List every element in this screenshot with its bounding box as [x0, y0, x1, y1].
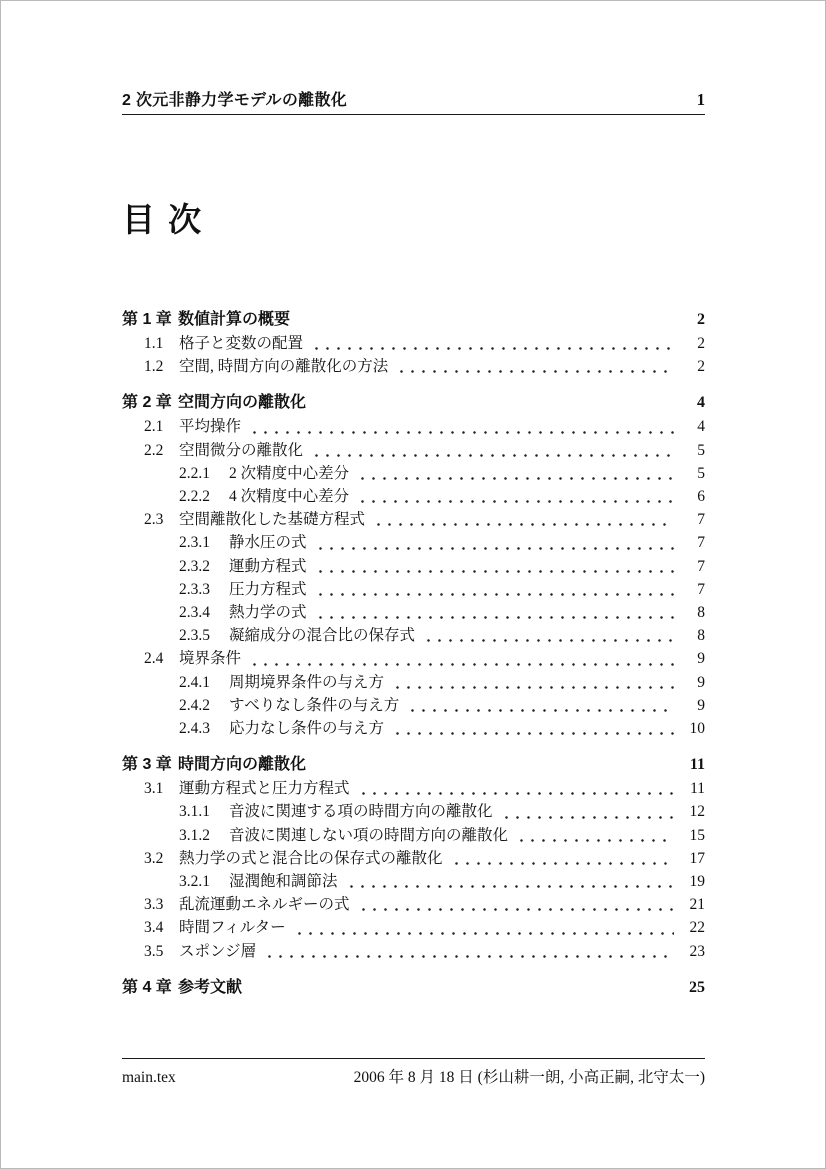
- toc-entry-page: 9: [697, 650, 705, 668]
- toc-entry-page: 2: [697, 358, 705, 376]
- toc-entry-title: 2 次精度中心差分: [229, 464, 350, 482]
- dot-leader: [396, 369, 674, 374]
- dot-leader: [264, 954, 674, 959]
- toc-entry-number: 3.4: [144, 919, 164, 937]
- toc-entry-title: 周期境界条件の与え方: [229, 673, 385, 691]
- toc-entry-row: [122, 777, 705, 800]
- toc-entry-title: 音波に関連する項の時間方向の離散化: [229, 803, 493, 821]
- toc-entry-page: 15: [689, 826, 705, 844]
- toc-chapter-label: 第 3 章: [122, 756, 172, 774]
- toc-entry-number: 2.3.2: [179, 557, 210, 575]
- toc-entry-row: [122, 439, 705, 462]
- toc-entry-title: 応力なし条件の与え方: [229, 720, 385, 738]
- toc-entry-page: 19: [689, 873, 705, 891]
- dot-leader: [501, 815, 674, 820]
- toc-entry-title: 熱力学の式と混合比の保存式の離散化: [179, 849, 443, 867]
- dot-leader: [315, 569, 674, 574]
- toc-chapter-row: [122, 976, 705, 1000]
- running-header: [122, 87, 705, 115]
- toc-entry-row: [122, 578, 705, 601]
- toc-chapter-row: [122, 308, 705, 332]
- dot-leader: [249, 430, 674, 435]
- toc-entry-page: 10: [689, 720, 705, 738]
- toc-entry-title: 湿潤飽和調節法: [229, 873, 338, 891]
- toc-entry-number: 2.4.3: [179, 720, 210, 738]
- toc-entry-page: 7: [697, 534, 705, 552]
- dot-leader: [315, 615, 674, 620]
- toc-entry-row: [122, 531, 705, 554]
- toc-entry-page: 23: [689, 942, 705, 960]
- toc-entry-title: すべりなし条件の与え方: [229, 696, 400, 714]
- toc-chapter-row: [122, 391, 705, 415]
- toc-entry-title: 4 次精度中心差分: [229, 488, 350, 506]
- toc-chapter-title: 空間方向の離散化: [178, 394, 307, 412]
- toc-chapter-label: 第 2 章: [122, 394, 172, 412]
- toc-entry-page: 7: [697, 511, 705, 529]
- dot-leader: [392, 731, 674, 736]
- toc-entry-title: 境界条件: [179, 650, 242, 668]
- toc-list: [122, 308, 705, 1000]
- header-title: 2 次元非静力学モデルの離散化: [122, 92, 348, 109]
- toc-entry-number: 2.1: [144, 418, 164, 436]
- dot-leader: [451, 861, 674, 866]
- dot-leader: [358, 791, 674, 796]
- dot-leader: [357, 499, 674, 504]
- toc-chapter-page: 4: [697, 394, 705, 412]
- toc-entry-row: [122, 462, 705, 485]
- toc-chapter-label: 第 4 章: [122, 978, 172, 996]
- toc-entry-title: 凝縮成分の混合比の保存式: [229, 627, 416, 645]
- toc-entry-number: 2.3.4: [179, 604, 210, 622]
- dot-leader: [373, 522, 674, 527]
- page-footer: [122, 1058, 705, 1087]
- spacer: [306, 391, 681, 415]
- toc-entry-row: [122, 355, 705, 378]
- toc-entry-page: 9: [697, 696, 705, 714]
- toc-entry-number: 2.4: [144, 650, 164, 668]
- toc-entry-page: 21: [689, 896, 705, 914]
- toc-entry-page: 7: [697, 580, 705, 598]
- toc-entry-page: 9: [697, 673, 705, 691]
- toc-entry-number: 2.4.2: [179, 696, 210, 714]
- toc-entry-title: 静水圧の式: [229, 534, 307, 552]
- toc-entry-page: 22: [689, 919, 705, 937]
- dot-leader: [407, 708, 674, 713]
- toc-entry-number: 3.2.1: [179, 873, 210, 891]
- toc-entry-number: 2.2.2: [179, 488, 210, 506]
- toc-entry-row: [122, 671, 705, 694]
- toc-entry-row: [122, 940, 705, 963]
- toc-entry-page: 8: [697, 627, 705, 645]
- toc-entry-page: 7: [697, 557, 705, 575]
- toc-entry-number: 2.3: [144, 511, 164, 529]
- toc-entry-number: 1.2: [144, 358, 164, 376]
- toc-entry-row: [122, 694, 705, 717]
- dot-leader: [294, 931, 674, 936]
- toc-entry-row: [122, 601, 705, 624]
- footer-filename: main.tex: [122, 1069, 176, 1086]
- spacer: [242, 976, 681, 1000]
- toc-entry-title: 運動方程式と圧力方程式: [179, 780, 350, 798]
- toc-entry-number: 2.2.1: [179, 464, 210, 482]
- dot-leader: [249, 662, 674, 667]
- dot-leader: [315, 546, 674, 551]
- toc-chapter-page: 2: [697, 311, 705, 328]
- toc-entry-row: [122, 717, 705, 740]
- toc-chapter-page: 11: [689, 756, 705, 774]
- toc-entry-title: 圧力方程式: [229, 580, 307, 598]
- toc-entry-title: 時間フィルター: [179, 919, 286, 937]
- toc-heading: 目 次: [122, 201, 204, 238]
- dot-leader: [315, 592, 674, 597]
- toc-chapter-row: [122, 753, 705, 777]
- toc-entry-number: 2.2: [144, 441, 164, 459]
- dot-leader: [392, 685, 674, 690]
- toc-entry-page: 12: [689, 803, 705, 821]
- toc-entry-title: 格子と変数の配置: [179, 335, 304, 352]
- toc-entry-row: [122, 800, 705, 823]
- toc-chapter-title: 時間方向の離散化: [178, 756, 307, 774]
- toc-entry-number: 1.1: [144, 335, 164, 352]
- toc-entry-number: 3.1.1: [179, 803, 210, 821]
- toc-entry-page: 5: [697, 464, 705, 482]
- toc-entry-title: 運動方程式: [229, 557, 307, 575]
- toc-entry-row: [122, 332, 705, 355]
- toc-entry-title: 平均操作: [179, 418, 242, 436]
- toc-entry-number: 3.1: [144, 780, 164, 798]
- toc-entry-page: 11: [690, 780, 705, 798]
- toc-entry-number: 3.5: [144, 942, 164, 960]
- toc-entry-number: 2.3.3: [179, 580, 210, 598]
- toc-entry-row: [122, 415, 705, 438]
- toc-entry-page: 5: [697, 441, 705, 459]
- dot-leader: [516, 838, 674, 843]
- spacer: [290, 308, 681, 332]
- header-page-number: 1: [696, 90, 705, 109]
- toc-entry-row: [122, 916, 705, 939]
- toc-entry-title: 空間微分の離散化: [179, 441, 304, 459]
- toc-entry-row: [122, 824, 705, 847]
- toc-entry-title: 乱流運動エネルギーの式: [179, 896, 350, 914]
- toc-entry-row: [122, 847, 705, 870]
- toc-chapter-title: 数値計算の概要: [178, 311, 291, 328]
- spacer: [306, 753, 681, 777]
- toc-entry-row: [122, 893, 705, 916]
- toc-entry-page: 6: [697, 488, 705, 506]
- toc-entry-row: [122, 647, 705, 670]
- toc-entry-title: 音波に関連しない項の時間方向の離散化: [229, 826, 509, 844]
- toc-entry-row: [122, 485, 705, 508]
- toc-entry-page: 17: [689, 849, 705, 867]
- footer-date-authors: 2006 年 8 月 18 日 (杉山耕一朗, 小高正嗣, 北守太一): [353, 1069, 705, 1086]
- toc-chapter-label: 第 1 章: [122, 311, 172, 328]
- toc-entry-number: 3.2: [144, 849, 164, 867]
- toc-entry-page: 2: [697, 335, 705, 352]
- dot-leader: [357, 476, 674, 481]
- dot-leader: [423, 638, 674, 643]
- dot-leader: [311, 453, 674, 458]
- toc-entry-number: 3.1.2: [179, 826, 210, 844]
- dot-leader: [358, 907, 674, 912]
- toc-entry-number: 2.3.1: [179, 534, 210, 552]
- toc-entry-title: 空間離散化した基礎方程式: [179, 511, 366, 529]
- toc-entry-title: スポンジ層: [179, 942, 257, 960]
- toc-entry-row: [122, 555, 705, 578]
- toc-entry-number: 3.3: [144, 896, 164, 914]
- toc-entry-row: [122, 508, 705, 531]
- toc-chapter-page: 25: [689, 978, 705, 996]
- toc-entry-page: 8: [697, 604, 705, 622]
- toc-entry-title: 空間, 時間方向の離散化の方法: [179, 358, 389, 376]
- toc-entry-title: 熱力学の式: [229, 604, 307, 622]
- toc-entry-row: [122, 624, 705, 647]
- toc-entry-number: 2.4.1: [179, 673, 210, 691]
- toc-chapter-title: 参考文献: [178, 978, 243, 996]
- toc-entry-row: [122, 870, 705, 893]
- toc-entry-page: 4: [697, 418, 705, 436]
- toc-entry-number: 2.3.5: [179, 627, 210, 645]
- dot-leader: [346, 884, 674, 889]
- dot-leader: [311, 346, 674, 351]
